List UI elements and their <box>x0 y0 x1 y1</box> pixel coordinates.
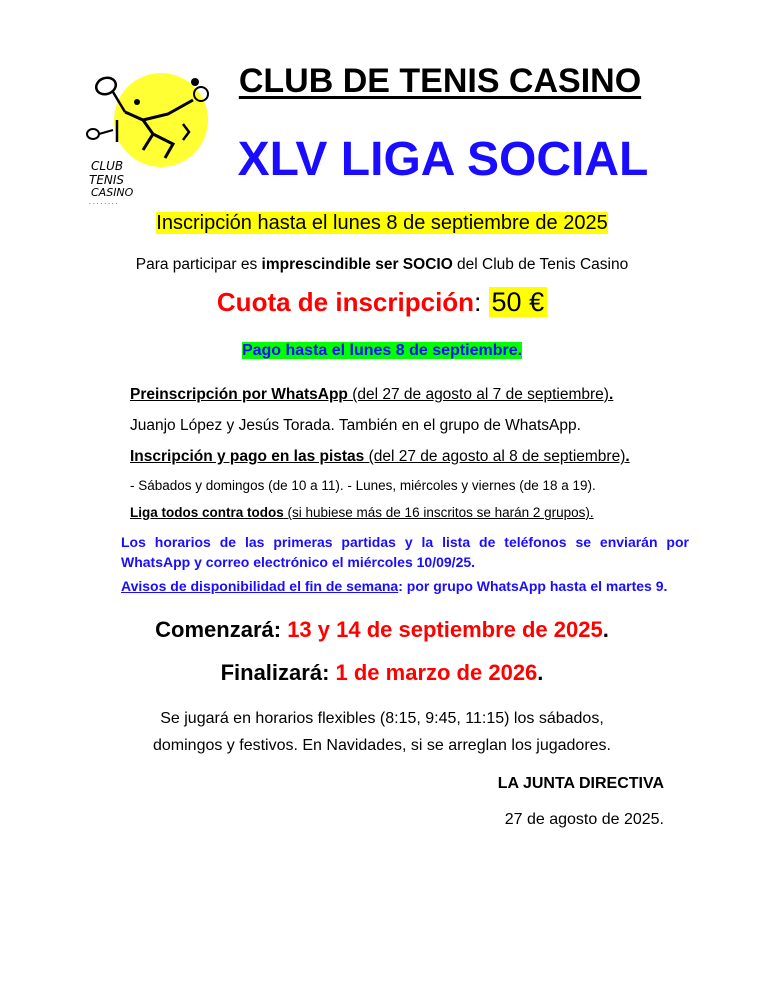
requirement-prefix: Para participar es <box>135 256 262 273</box>
availability-label: Avisos de disponibilidad el fin de semana <box>121 578 399 594</box>
whatsapp-contacts: Juanjo López y Jesús Torada. También en el grupo de WhatsApp. <box>130 417 581 434</box>
end-date: Finalizará: 1 de marzo de 2026. <box>220 660 544 685</box>
play-schedule <box>0 705 764 759</box>
registration-fee <box>0 287 764 318</box>
svg-text:CLUB: CLUB <box>91 159 124 173</box>
courts-label: Inscripción y pago en las pistas <box>130 448 365 465</box>
start-value: 13 y 14 de septiembre de 2025 <box>287 617 603 642</box>
availability-note: : por grupo WhatsApp hasta el martes 9. <box>398 578 668 594</box>
registration-deadline-text: Inscripción hasta el lunes 8 de septiembre de 2025 <box>156 212 608 234</box>
play-schedule-line-1: Se jugará en horarios flexibles (8:15, 9:45, 11:15) los sábados, <box>160 710 604 727</box>
document-date: 27 de agosto de 2025. <box>504 811 664 828</box>
format-note: (si hubiese más de 16 inscritos se harán 2 grupos). <box>283 505 594 520</box>
payment-deadline <box>0 342 764 360</box>
club-name: CLUB DE TENIS CASINO <box>238 62 642 100</box>
end-value: 1 de marzo de 2026 <box>335 660 538 685</box>
payment-deadline-text: Pago hasta el lunes 8 de septiembre. <box>241 342 523 359</box>
fee-amount: 50 € <box>489 287 548 317</box>
whatsapp-dates: (del 27 de agosto al 7 de septiembre) <box>347 386 609 403</box>
whatsapp-label: Preinscripción por WhatsApp <box>130 386 348 403</box>
play-schedule-line-2: domingos y festivos. En Navidades, si se arreglan los jugadores. <box>152 737 611 754</box>
requirement-suffix: del Club de Tenis Casino <box>452 256 629 273</box>
requirement-bold: imprescindible ser SOCIO <box>261 256 453 273</box>
registration-deadline <box>0 212 764 235</box>
start-date: Comenzará: 13 y 14 de septiembre de 2025. <box>155 617 609 642</box>
format-label: Liga todos contra todos <box>130 505 284 520</box>
membership-requirement <box>0 256 764 274</box>
schedule-notice: Los horarios de las primeras partidas y la lista de teléfonos se enviarán por WhatsApp y correo electrónico el miércoles 10/09/25. <box>121 534 689 570</box>
svg-text:TENIS: TENIS <box>89 173 125 187</box>
signature: LA JUNTA DIRECTIVA <box>497 775 664 792</box>
start-label: Comenzará <box>155 617 274 642</box>
league-format <box>130 505 594 520</box>
league-title: XLV LIGA SOCIAL <box>237 133 649 186</box>
svg-text:· · · · · · · ·: · · · · · · · · <box>89 201 118 208</box>
court-schedule: - Sábados y domingos (de 10 a 11). - Lunes, miércoles y viernes (de 18 a 19). <box>130 478 596 493</box>
whatsapp-preregistration: Preinscripción por WhatsApp (del 27 de agosto al 7 de septiembre). <box>130 386 614 403</box>
availability-notice <box>121 578 667 594</box>
court-registration: Inscripción y pago en las pistas (del 27 de agosto al 8 de septiembre). <box>130 448 630 465</box>
fee-colon: : <box>474 287 482 317</box>
svg-text:CASINO: CASINO <box>91 186 134 199</box>
fee-label: Cuota de inscripción <box>216 287 475 317</box>
courts-dates: (del 27 de agosto al 8 de septiembre) <box>364 448 626 465</box>
end-label: Finalizará <box>220 660 323 685</box>
